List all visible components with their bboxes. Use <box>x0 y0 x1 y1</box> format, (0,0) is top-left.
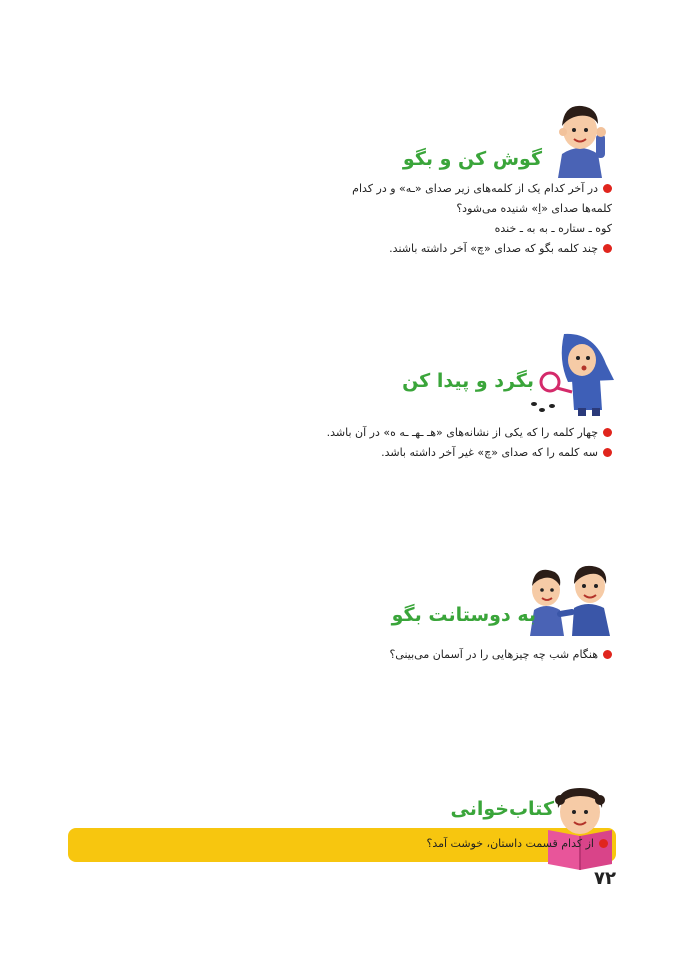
listen-line-4: چند کلمه بگو که صدای «چ» آخر داشته باشند. <box>389 242 612 256</box>
bullet-icon <box>599 839 608 848</box>
page-number: ۷۲ <box>594 868 616 889</box>
friends-line-1: هنگام شب چه چیزهایی را در آسمان می‌بینی؟ <box>389 648 612 662</box>
friends-section-title: به دوستانت بگو <box>391 604 536 626</box>
listen-line-3: کوه ـ ستاره ـ به به ـ خنده <box>494 222 612 235</box>
bullet-icon <box>603 650 612 659</box>
reading-section-title: کتاب‌خوانی <box>450 798 554 820</box>
bullet-icon <box>603 184 612 193</box>
search-line-1: چهار کلمه را که یکی از نشانه‌های «هـ ـهـ ـه ه» در آن باشد. <box>327 426 612 440</box>
bullet-icon <box>603 428 612 437</box>
bullet-icon <box>603 244 612 253</box>
boy-listening-icon <box>548 98 618 178</box>
listen-line-1: در آخر کدام یک از کلمه‌های زیر صدای «ـه» و در کدام <box>352 182 612 196</box>
girl-magnifier-icon <box>528 330 618 420</box>
search-section-title: بگرد و پیدا کن <box>402 370 534 392</box>
search-line-2: سه کلمه را که صدای «چ» غیر آخر داشته باشد. <box>381 446 612 460</box>
listen-section-title: گوش کن و بگو <box>402 148 542 170</box>
two-boys-talking-icon <box>526 562 616 636</box>
bullet-icon <box>603 448 612 457</box>
listen-line-2: کلمه‌ها صدای «اِ» شنیده می‌شود؟ <box>456 202 612 215</box>
reading-line-1: از کدام قسمت داستان، خوشت آمد؟ <box>427 837 609 851</box>
